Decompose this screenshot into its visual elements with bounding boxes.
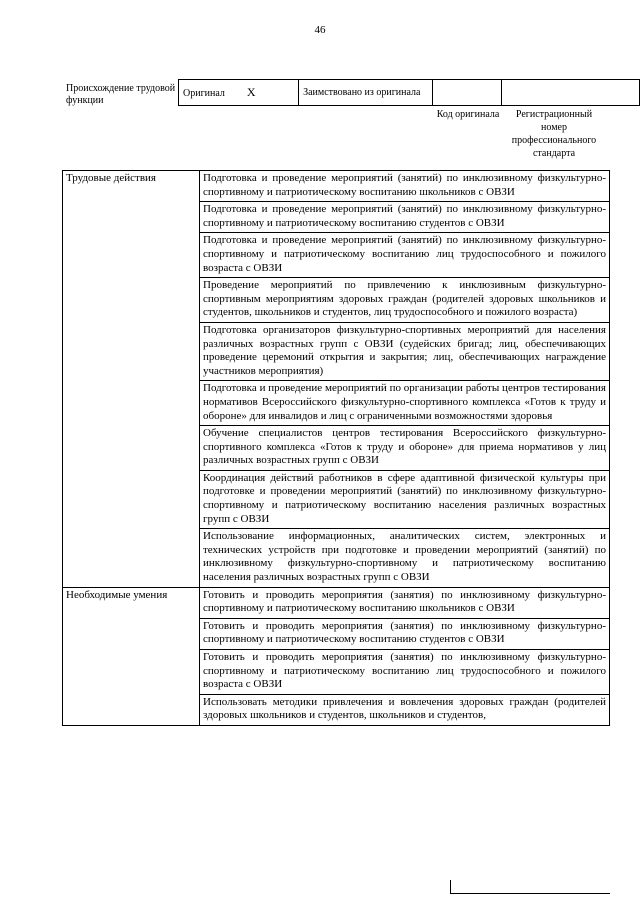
section-item: Использование информационных, аналитических систем, электронных и технических устройств при подготовке и проведении мероприятий (занятий) по инклюзивному физкультурно-спортивному и патриотическому воспитанию населения различных возрастных групп с ОВЗИ xyxy=(200,529,610,587)
section-item: Подготовка и проведение мероприятий (занятий) по инклюзивному физкультурно-спортивному и патриотическому воспитанию студентов с ОВЗИ xyxy=(200,202,610,233)
bottom-margin-line xyxy=(450,893,610,895)
reg-number-caption: Регистрационный номер профессионального стандарта xyxy=(511,109,597,159)
bottom-margin-tick xyxy=(450,880,452,894)
code-cell xyxy=(432,80,502,106)
section-item: Подготовка и проведение мероприятий (занятий) по инклюзивному физкультурно-спортивному и патриотическому воспитанию лиц трудоспособного и пожилого возраста с ОВЗИ xyxy=(200,233,610,278)
code-caption: Код оригинала xyxy=(436,109,500,120)
section-title: Трудовые действия xyxy=(63,171,200,588)
table-row xyxy=(63,171,610,202)
section-item: Подготовка и проведение мероприятий по организации работы центров тестирования нормативов Всероссийского физкультурно-спортивного комплекса «Готов к труду и обороне» для инвалидов и лиц с ограниченными возможностями здоровья xyxy=(200,381,610,426)
section-item: Обучение специалистов центров тестирования Всероссийского физкультурно-спортивного комплекса «Готов к труду и обороне» для приема нормативов у лиц различных возрастных групп с ОВЗИ xyxy=(200,426,610,471)
table-row xyxy=(63,587,610,618)
function-table xyxy=(62,170,610,726)
original-cell xyxy=(179,80,299,106)
section-item: Готовить и проводить мероприятия (занятия) по инклюзивному физкультурно-спортивному и патриотическому воспитанию школьников с ОВЗИ xyxy=(200,587,610,618)
reg-number-cell xyxy=(502,80,640,106)
origin-label: Происхождение трудовой функции xyxy=(66,83,176,106)
original-mark: X xyxy=(246,85,256,99)
origin-box xyxy=(178,79,640,106)
section-item: Подготовка организаторов физкультурно-спортивных мероприятий для населения различных возрастных групп с ОВЗИ (судейских бригад; лиц, обеспечивающих проведение церемоний открытия и закрытия; лиц, обеспечивающих награждение участников мероприятия) xyxy=(200,322,610,380)
section-item: Подготовка и проведение мероприятий (занятий) по инклюзивному физкультурно-спортивному и патриотическому воспитанию школьников с ОВЗИ xyxy=(200,171,610,202)
section-item: Координация действий работников в сфере адаптивной физической культуры при подготовке и проведении мероприятий (занятий) по инклюзивному физкультурно-спортивному и патриотическому воспитанию населения различных возрастных групп с ОВЗИ xyxy=(200,470,610,528)
section-item: Готовить и проводить мероприятия (занятия) по инклюзивному физкультурно-спортивному и патриотическому воспитанию студентов с ОВЗИ xyxy=(200,618,610,649)
section-item: Готовить и проводить мероприятия (занятия) по инклюзивному физкультурно-спортивному и патриотическому воспитанию лиц трудоспособного и пожилого возраста с ОВЗИ xyxy=(200,650,610,695)
section-title: Необходимые умения xyxy=(63,587,200,725)
page-number: 46 xyxy=(314,24,326,36)
original-label: Оригинал xyxy=(183,88,225,99)
section-item: Проведение мероприятий по привлечению к инклюзивным физкультурно-спортивным мероприятиям здоровых граждан (родителей здоровых школьников и студентов, школьников и студентов, лиц трудоспособного и пожилого возраста) xyxy=(200,278,610,323)
borrowed-cell: Заимствовано из оригинала xyxy=(299,80,432,106)
section-item: Использовать методики привлечения и вовлечения здоровых граждан (родителей здоровых школьников и студентов, школьников и студентов, xyxy=(200,694,610,725)
